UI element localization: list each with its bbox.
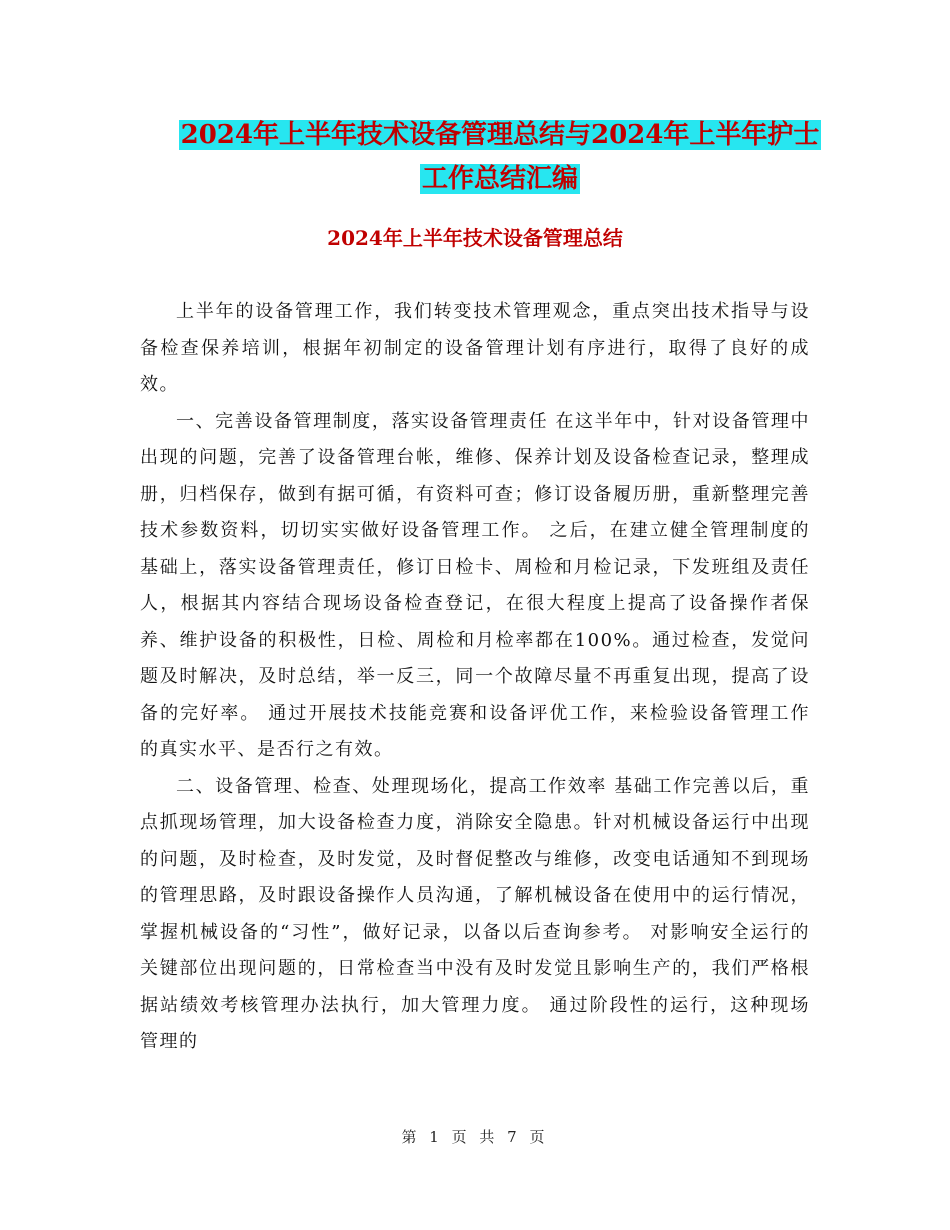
- title-line-1: 2024年上半年技术设备管理总结与2024年上半年护士: [180, 120, 820, 150]
- title-line-2: 工作总结汇编: [421, 164, 578, 194]
- paragraph-intro: 上半年的设备管理工作，我们转变技术管理观念，重点突出技术指导与设备检查保养培训，根据年初制定的设备管理计划有序进行，取得了良好的成效。: [140, 301, 810, 395]
- body-text: [140, 294, 810, 1061]
- paragraph-section-1: 一、完善设备管理制度，落实设备管理责任 在这半年中，针对设备管理中出现的问题，完善了设备管理台帐，维修、保养计划及设备检查记录，整理成册，归档保存，做到有据可循，有资料可查；修订设备履历册，重新整理完善技术参数资料，切切实实做好设备管理工作。 之后，在建立健全管理制度的基础上，落实设备管理责任，修订日检卡、周检和月检记录，下发班组及责任人，根据其内容结合现场设备检查登记，在很大程度上提高了设备操作者保养、维护设备的积极性，日检、周检和月检率都在100%。通过检查，发觉问题及时解决，及时总结，举一反三，同一个故障尽量不再重复出现，提高了设备的完好率。 通过开展技术技能竞赛和设备评优工作，来检验设备管理工作的真实水平、是否行之有效。: [140, 410, 810, 760]
- section-heading: 2024年上半年技术设备管理总结: [327, 226, 623, 250]
- page-number-footer: 第 1 页 共 7 页: [401, 1128, 549, 1146]
- document-title: [120, 113, 880, 201]
- paragraph-section-2: 二、设备管理、检查、处理现场化，提高工作效率 基础工作完善以后，重点抓现场管理，加大设备检查力度，消除安全隐患。针对机械设备运行中出现的问题，及时检查，及时发觉，及时督促整改与维修，改变电话通知不到现场的管理思路，及时跟设备操作人员沟通，了解机械设备在使用中的运行情况，掌握机械设备的“习性”，做好记录，以备以后查询参考。 对影响安全运行的关键部位出现问题的，日常检查当中没有及时发觉且影响生产的，我们严格根据站绩效考核管理办法执行，加大管理力度。 通过阶段性的运行，这种现场管理的: [140, 775, 810, 1052]
